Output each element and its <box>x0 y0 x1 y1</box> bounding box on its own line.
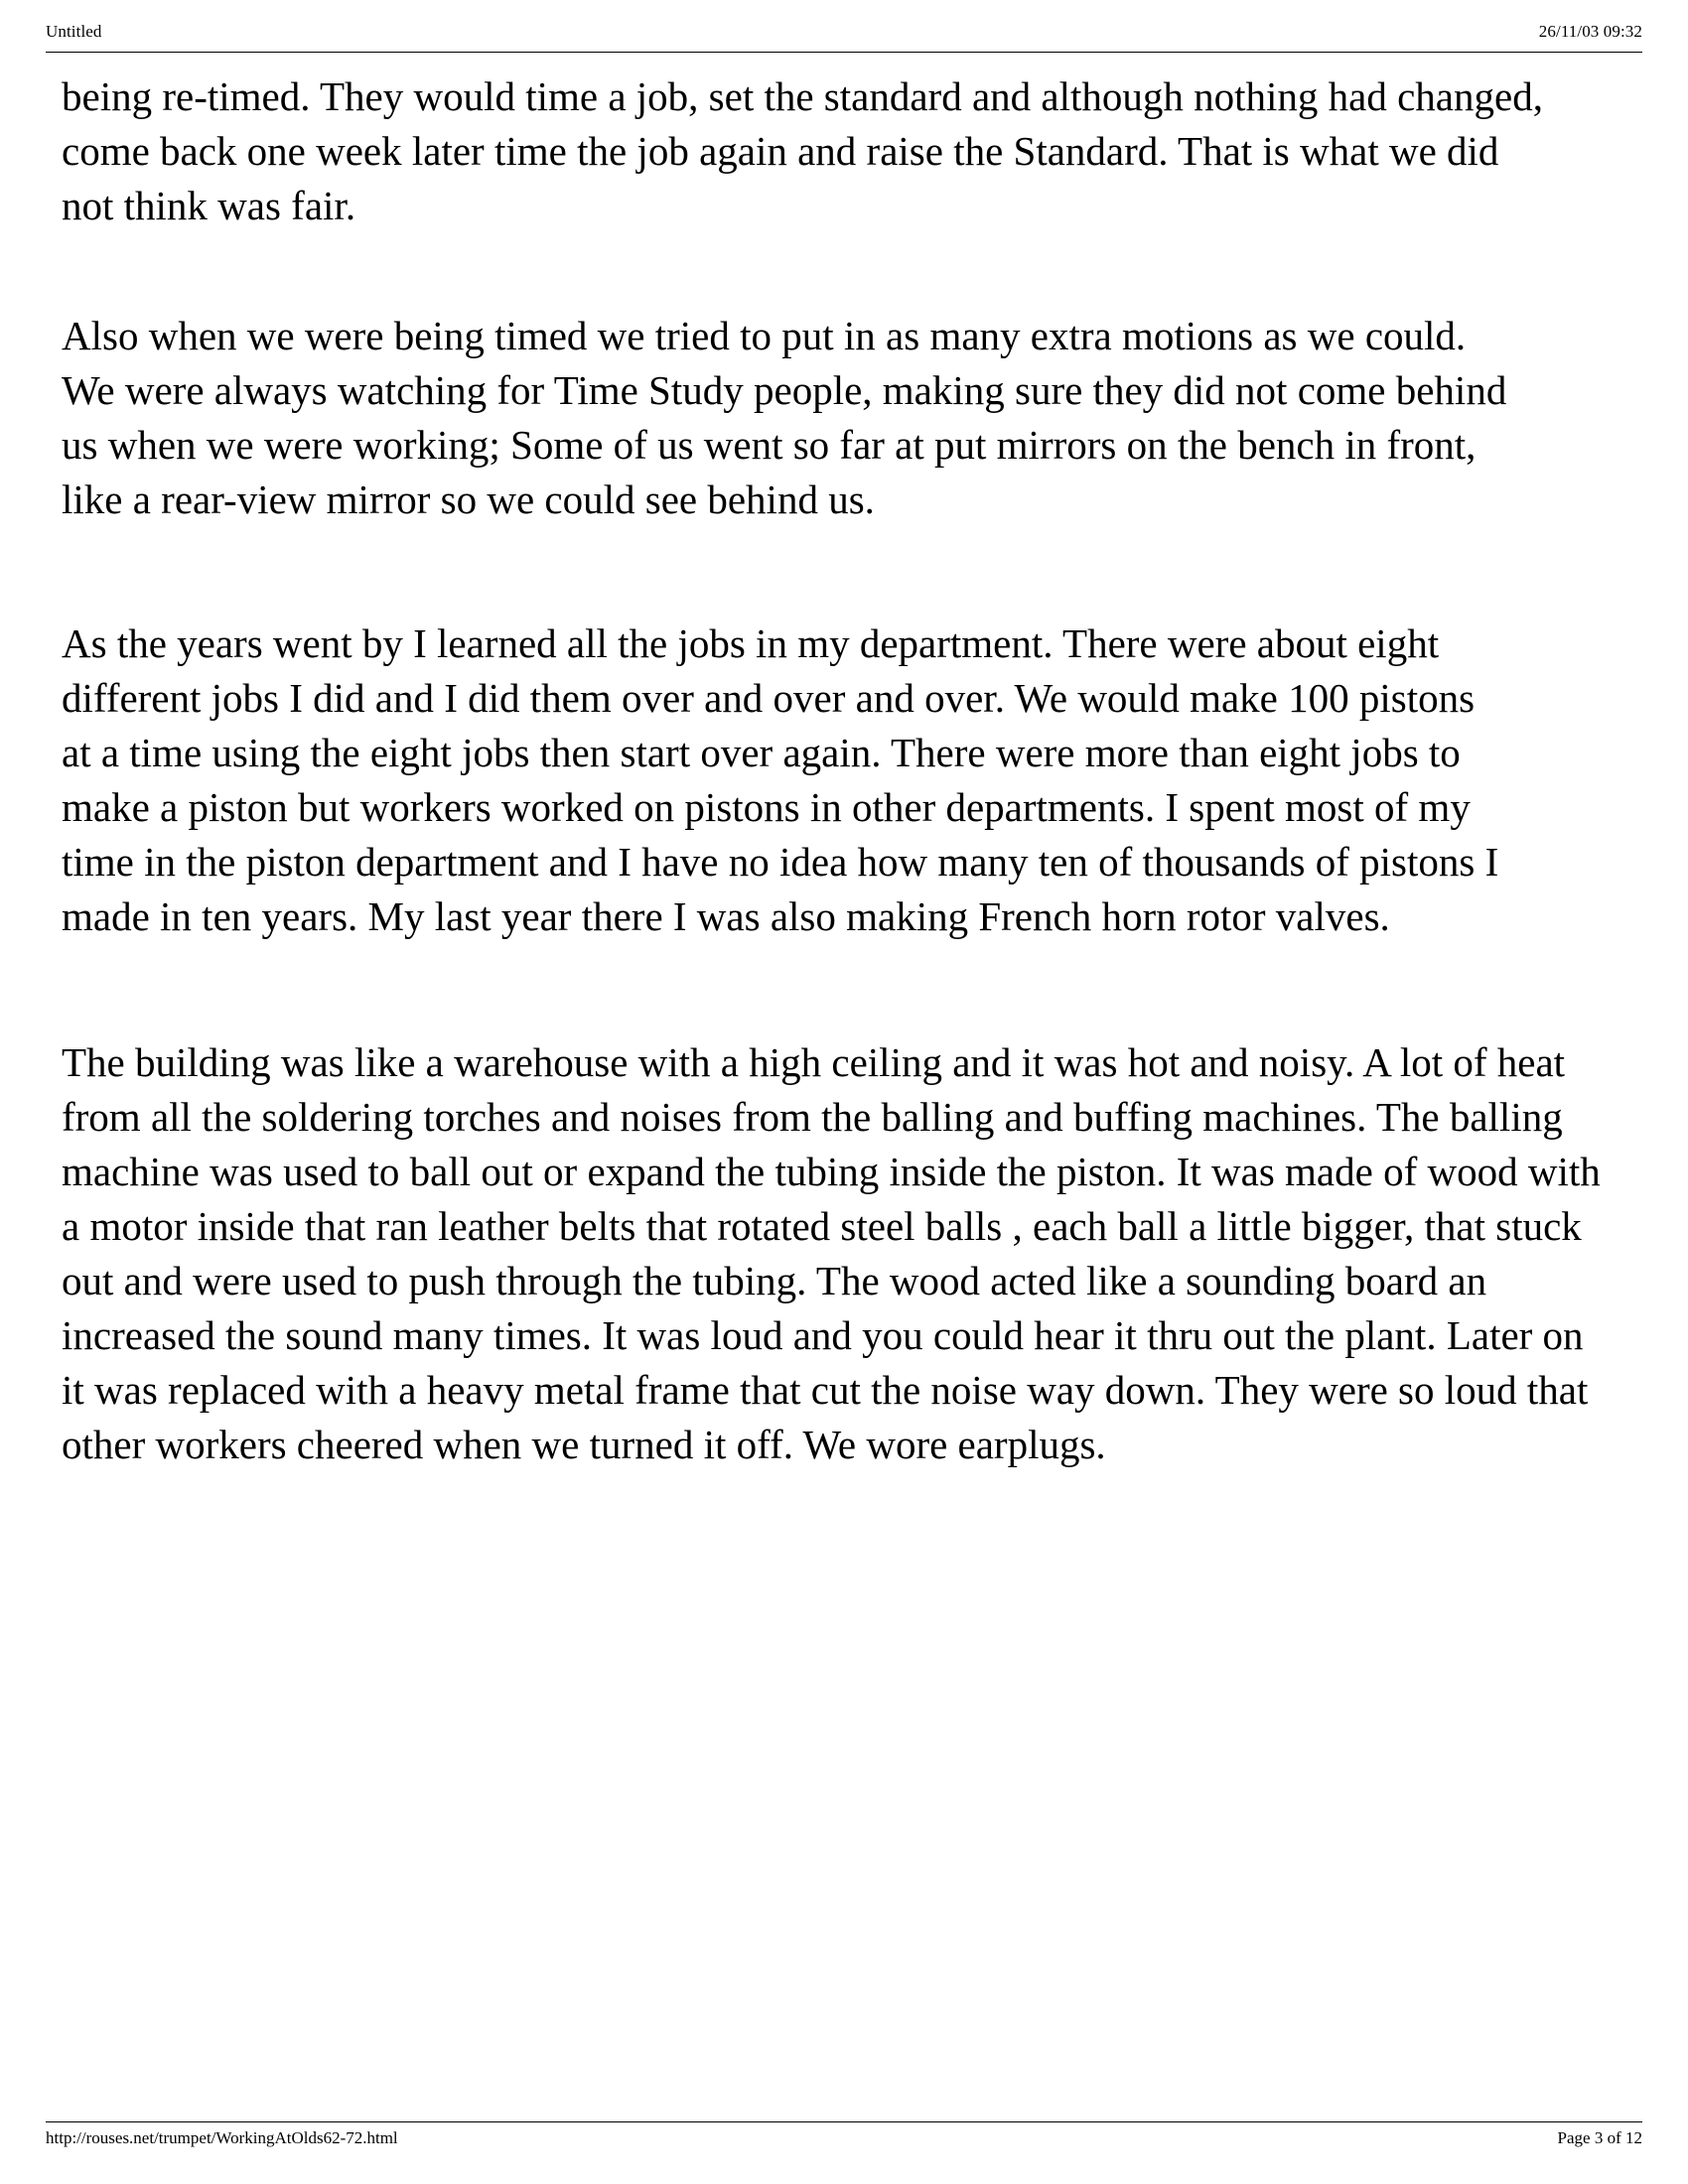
paragraph-4: The building was like a warehouse with a high ceiling and it was hot and noisy. A lot of heat from all the soldering torches and noises from the balling and buffing machines. The balling machine was used to ball out or expand the tubing inside the piston. It was made of wood with a motor inside that ran leather belts that rotated steel balls , each ball a little bigger, that stuck out and were used to push through the tubing. The wood acted like a sounding board an increased the sound many times. It was loud and you could hear it thru out the plant. Later on it was replaced with a heavy metal frame that cut the noise way down. They were so loud that other workers cheered when we turned it off. We wore earplugs. <box>62 1039 1601 1467</box>
paragraph-spacer <box>62 233 1611 309</box>
document-body <box>62 69 1611 2095</box>
print-timestamp: 26/11/03 09:32 <box>1538 22 1642 41</box>
page-number: Page 3 of 12 <box>1557 2128 1642 2147</box>
header-divider <box>46 52 1642 53</box>
paragraph-1: being re-timed. They would time a job, set the standard and although nothing had changed, come back one week later time the job again and raise the Standard. That is what we did not think was fair. <box>62 73 1543 228</box>
footer-divider <box>46 2121 1642 2122</box>
page-footer <box>46 2128 1642 2154</box>
paragraph-2: Also when we were being timed we tried to put in as many extra motions as we could. We were always watching for Time Study people, making sure they did not come behind us when we were working; Some of us went so far at put mirrors on the bench in front, like a rear-view mirror so we could see behind us. <box>62 313 1507 522</box>
source-url: http://rouses.net/trumpet/WorkingAtOlds62-72.html <box>46 2128 398 2147</box>
paragraph-spacer <box>62 527 1611 616</box>
page-header <box>46 22 1642 48</box>
paragraph-spacer <box>62 944 1611 1035</box>
paragraph-3: As the years went by I learned all the jobs in my department. There were about eight different jobs I did and I did them over and over and over. We would make 100 pistons at a time using the eight jobs then start over again. There were more than eight jobs to make a piston but workers worked on pistons in other departments. I spent most of my time in the piston department and I have no idea how many ten of thousands of pistons I made in ten years. My last year there I was also making French horn rotor valves. <box>62 620 1499 939</box>
document-title: Untitled <box>46 22 102 41</box>
